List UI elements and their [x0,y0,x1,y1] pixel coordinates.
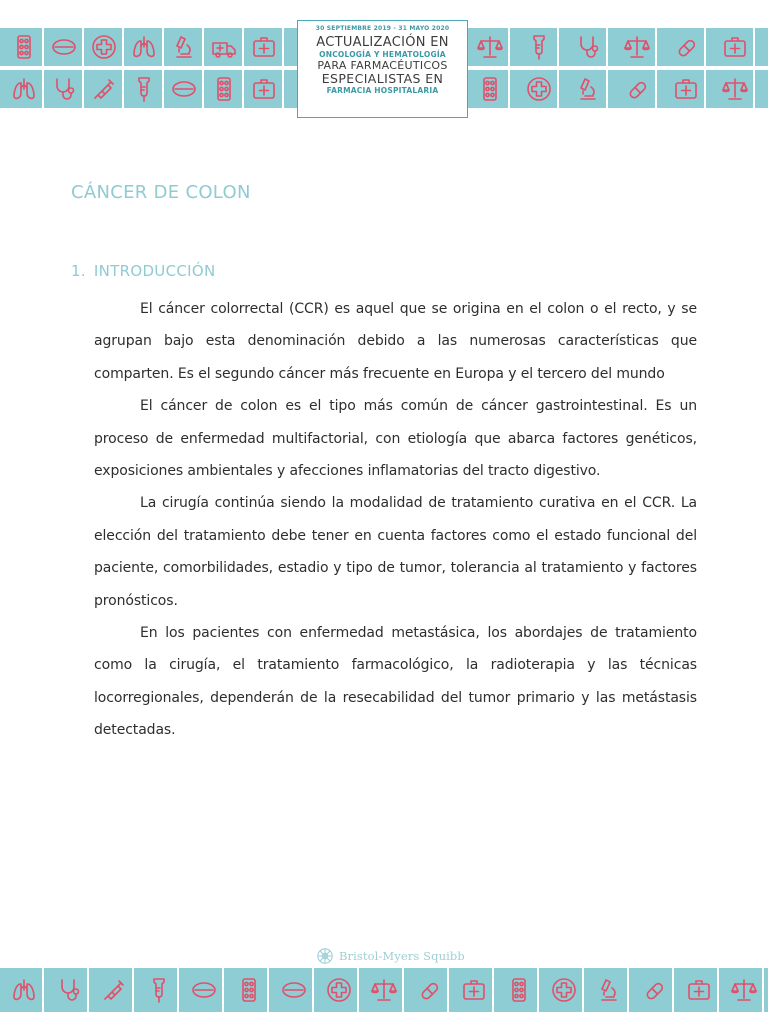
event-title-box [297,20,468,118]
pill-icon [279,975,309,1005]
stethoscope-icon [573,32,603,62]
icon-tile [321,968,359,1012]
icon-tile [126,70,164,108]
paragraph: El cáncer colorrectal (CCR) es aquel que se origina en el colon o el recto, y se agrupan bajo esta denominación debido a las numerosas características que comparten. Es el segundo cáncer más frecuente en Europa y el tercero del mundo [94,301,697,382]
icon-tile [570,28,608,66]
section-title: INTRODUCCIÓN [93,262,216,280]
icon-tile [46,28,84,66]
event-title-line-1: ACTUALIZACIÓN EN [316,35,449,50]
icon-tile [456,968,494,1012]
section-heading [71,262,216,280]
icon-tile [717,28,755,66]
pill-blister-icon [234,975,264,1005]
icon-tile [166,70,204,108]
first-aid-kit-icon [684,975,714,1005]
icon-tile [46,70,84,108]
icon-tile [206,70,244,108]
first-aid-kit-icon [249,32,279,62]
icon-tile [636,968,674,1012]
first-aid-kit-icon [671,74,701,104]
microscope-icon [594,975,624,1005]
medical-cross-icon [549,975,579,1005]
document-title: CÁNCER DE COLON [71,182,251,203]
iv-bag-icon [144,975,174,1005]
bottom-icon-banner [0,968,768,1012]
pill-blister-icon [504,975,534,1005]
lungs-icon [129,32,159,62]
scale-icon [720,74,750,104]
icon-tile [6,28,44,66]
icon-tile [619,28,657,66]
capsule-icon [671,32,701,62]
sponsor-mark-icon [316,947,334,965]
stethoscope-icon [54,975,84,1005]
scale-icon [475,32,505,62]
icon-tile [411,968,449,1012]
scale-icon [622,32,652,62]
icon-tile [186,968,224,1012]
pill-blister-icon [9,32,39,62]
pill-icon [49,32,79,62]
first-aid-kit-icon [249,74,279,104]
first-aid-kit-icon [720,32,750,62]
medical-cross-icon [89,32,119,62]
first-aid-kit-icon [459,975,489,1005]
capsule-icon [414,975,444,1005]
icon-tile [472,28,510,66]
icon-tile [86,70,124,108]
iv-bag-icon [129,74,159,104]
section-number: 1. [71,262,86,280]
syringe-icon [99,975,129,1005]
paragraph: El cáncer de colon es el tipo más común de cáncer gastrointestinal. Es un proceso de enfermedad multifactorial, con etiología que abarca factores genéticos, exposiciones ambientales y afecciones inflamatorias del tracto digestivo. [94,398,697,480]
event-title-line-4: ESPECIALISTAS EN [321,71,444,86]
scale-icon [369,975,399,1005]
stethoscope-icon [49,74,79,104]
icon-tile [668,28,706,66]
pill-icon [189,975,219,1005]
icon-tile [126,28,164,66]
icon-tile [231,968,269,1012]
icon-tile [166,28,204,66]
event-title-line-2: ONCOLOGÍA Y HEMATOLOGÍA [319,50,446,59]
icon-tile [6,70,44,108]
section-body [94,293,697,747]
icon-tile [276,968,314,1012]
icon-tile [726,968,764,1012]
icon-tile [546,968,584,1012]
lungs-icon [9,74,39,104]
event-dates: 30 SEPTIEMBRE 2019 - 31 MAYO 2020 [315,25,450,32]
icon-tile [366,968,404,1012]
icon-tile [6,968,44,1012]
microscope-icon [573,74,603,104]
event-title-line-5: FARMACIA HOSPITALARIA [326,86,439,95]
icon-tile [681,968,719,1012]
icon-tile [501,968,539,1012]
icon-tile [246,28,284,66]
iv-bag-icon [524,32,554,62]
icon-tile [668,70,706,108]
icon-tile [521,70,559,108]
paragraph: En los pacientes con enfermedad metastásica, los abordajes de tratamiento como la cirugía, el tratamiento farmacológico, la radioterapia y las técnicas locorregionales, dependerán de la resecabilidad del tumor primario y las metástasis detectadas. [94,625,697,739]
icon-tile [51,968,89,1012]
icon-tile [96,968,134,1012]
bottom-icon-strip [0,968,768,1012]
ambulance-icon [209,32,239,62]
icon-tile [246,70,284,108]
scale-icon [729,975,759,1005]
icon-tile [521,28,559,66]
capsule-icon [639,975,669,1005]
sponsor-name: Bristol-Myers Squibb [339,949,465,963]
medical-cross-icon [324,975,354,1005]
medical-cross-icon [524,74,554,104]
icon-tile [717,70,755,108]
icon-tile [570,70,608,108]
paragraph: La cirugía continúa siendo la modalidad de tratamiento curativa en el CCR. La elección del tratamiento debe tener en cuenta factores como el estado funcional del paciente, comorbilidades, estadio y tipo de tumor, tolerancia al tratamiento y factores pronósticos. [94,495,697,609]
pill-blister-icon [475,74,505,104]
icon-tile [619,70,657,108]
microscope-icon [169,32,199,62]
icon-tile [472,70,510,108]
capsule-icon [622,74,652,104]
icon-tile [206,28,244,66]
syringe-icon [89,74,119,104]
icon-tile [141,968,179,1012]
icon-tile [86,28,124,66]
pill-icon [169,74,199,104]
pill-blister-icon [209,74,239,104]
sponsor-logo [316,946,465,966]
icon-tile [591,968,629,1012]
event-title-line-3: PARA FARMACÉUTICOS [317,59,448,72]
lungs-icon [9,975,39,1005]
